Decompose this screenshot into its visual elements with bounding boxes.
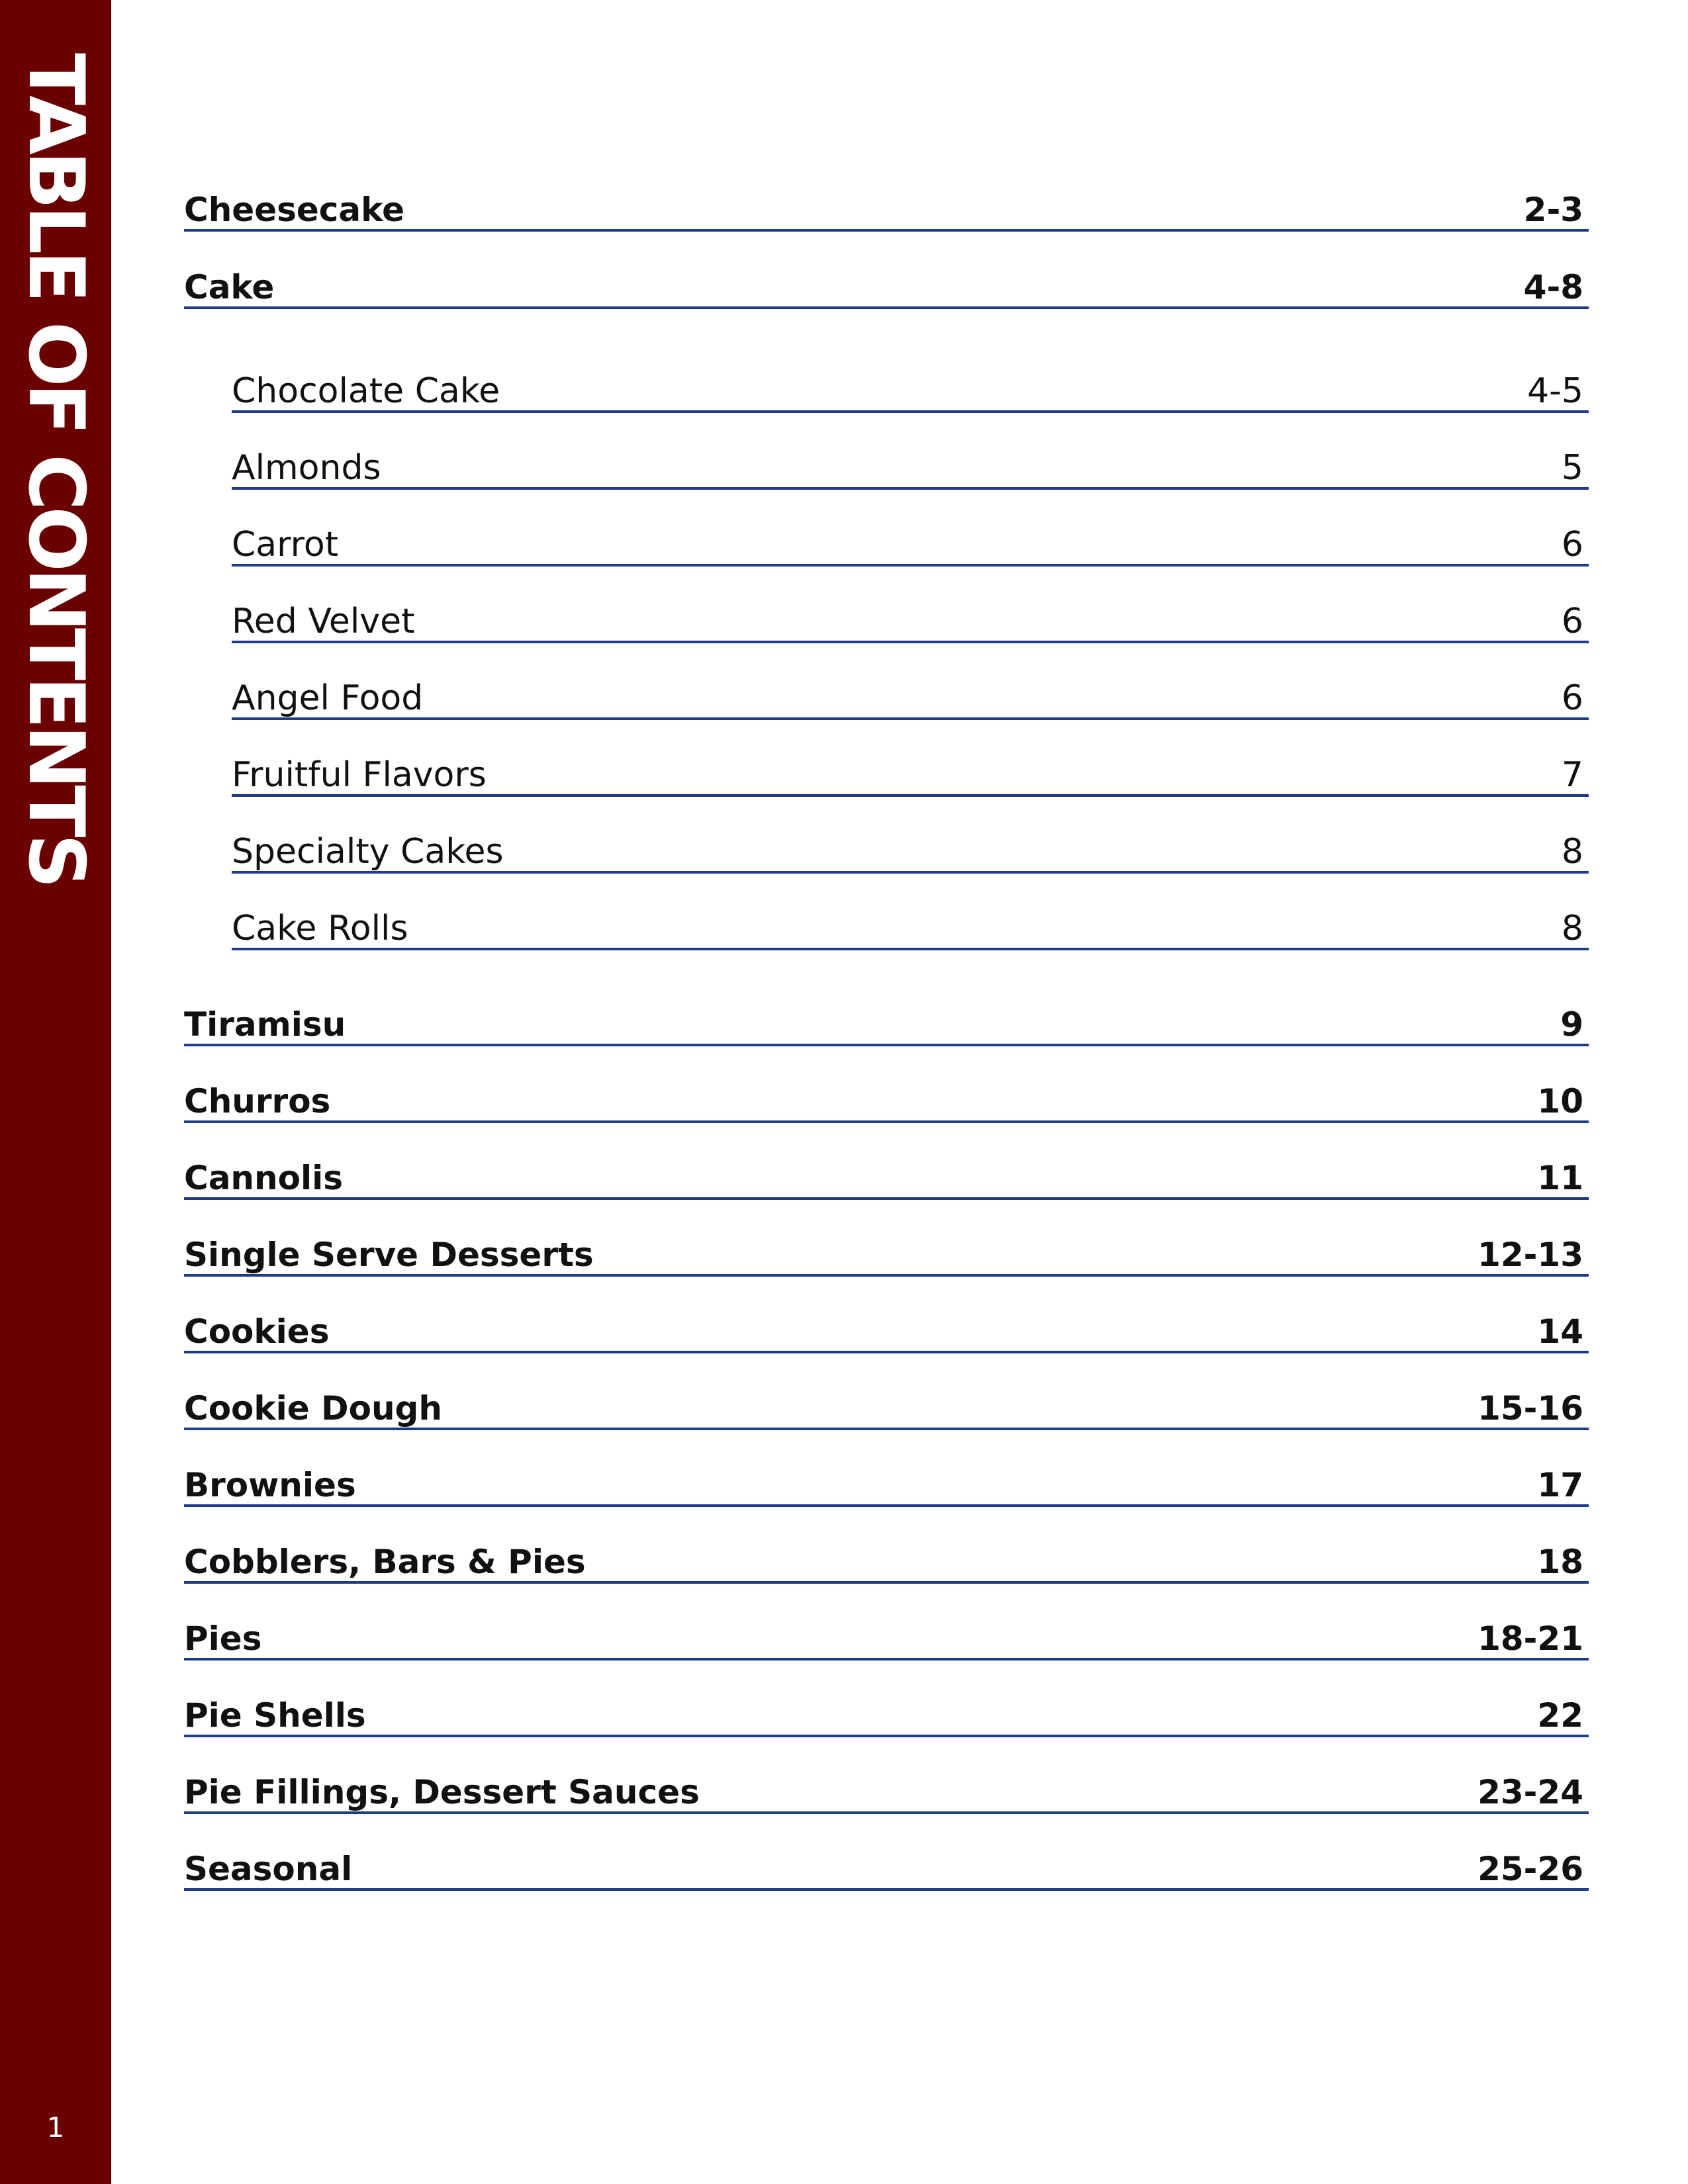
toc-entry-pages: 11 — [1537, 1159, 1583, 1197]
toc-subentry-almonds[interactable] — [232, 447, 1589, 490]
toc-subentry-chocolate-cake[interactable] — [232, 371, 1589, 413]
toc-entry-tiramisu[interactable] — [184, 1004, 1589, 1046]
page-number: 1 — [46, 2111, 65, 2144]
toc-entry-pages: 10 — [1537, 1082, 1583, 1120]
toc-subentry-cake-rolls[interactable] — [232, 908, 1589, 950]
toc-entry-cheesecake[interactable] — [184, 189, 1589, 232]
toc-entry-pages: 14 — [1537, 1312, 1583, 1351]
toc-entry-label: Cannolis — [184, 1159, 344, 1197]
toc-entry-cobblers-bars-pies[interactable] — [184, 1541, 1589, 1584]
toc-subentry-carrot[interactable] — [232, 524, 1589, 567]
toc-entry-pages: 6 — [1561, 678, 1583, 718]
toc-entry-pages: 8 — [1561, 832, 1583, 872]
toc-entry-brownies[interactable] — [184, 1465, 1589, 1507]
toc-entry-label: Churros — [184, 1082, 331, 1120]
toc-entry-label: Angel Food — [232, 678, 424, 718]
toc-entry-label: Fruitful Flavors — [232, 755, 487, 795]
toc-entry-pages: 12-13 — [1477, 1236, 1583, 1274]
toc-entry-pages: 5 — [1561, 448, 1583, 488]
toc-entry-label: Specialty Cakes — [232, 832, 504, 872]
toc-entry-label: Cheesecake — [184, 191, 404, 229]
toc-entry-pages: 25-26 — [1477, 1850, 1583, 1888]
toc-entry-cookies[interactable] — [184, 1311, 1589, 1353]
toc-entry-pages: 22 — [1537, 1696, 1583, 1735]
toc-entry-label: Seasonal — [184, 1850, 353, 1888]
toc-entry-label: Single Serve Desserts — [184, 1236, 594, 1274]
toc-entry-pies[interactable] — [184, 1618, 1589, 1661]
toc-entry-pages: 6 — [1561, 602, 1583, 641]
toc-entry-label: Pie Fillings, Dessert Sauces — [184, 1773, 700, 1811]
toc-entry-label: Cobblers, Bars & Pies — [184, 1543, 586, 1581]
toc-entry-cake[interactable] — [184, 267, 1589, 309]
sidebar — [0, 0, 111, 2184]
toc-entry-pie-fillings-dessert-sauces[interactable] — [184, 1772, 1589, 1814]
sidebar-title: TABLE OF CONTENTS — [11, 53, 101, 886]
toc-entry-cookie-dough[interactable] — [184, 1388, 1589, 1430]
toc-entry-label: Cookie Dough — [184, 1389, 442, 1428]
toc-entry-label: Chocolate Cake — [232, 371, 500, 411]
toc-entry-pages: 8 — [1561, 909, 1583, 948]
toc-subentry-red-velvet[interactable] — [232, 601, 1589, 643]
toc-entry-label: Pies — [184, 1619, 262, 1658]
toc-entry-pages: 18-21 — [1477, 1619, 1583, 1658]
toc-entry-pages: 17 — [1537, 1466, 1583, 1504]
toc-entry-pages: 23-24 — [1477, 1773, 1583, 1811]
toc-subentry-angel-food[interactable] — [232, 678, 1589, 720]
toc-entry-churros[interactable] — [184, 1081, 1589, 1123]
toc-entry-pages: 9 — [1560, 1005, 1583, 1044]
toc-subentry-fruitful-flavors[interactable] — [232, 754, 1589, 797]
toc-entry-label: Carrot — [232, 525, 339, 565]
toc-entry-label: Tiramisu — [184, 1005, 346, 1044]
toc-entry-seasonal[interactable] — [184, 1848, 1589, 1891]
toc-entry-label: Red Velvet — [232, 602, 415, 641]
toc-entry-pages: 7 — [1561, 755, 1583, 795]
toc-entry-label: Cake — [184, 268, 275, 306]
toc-entry-single-serve-desserts[interactable] — [184, 1234, 1589, 1277]
toc-entry-pages: 6 — [1561, 525, 1583, 565]
toc-subentry-specialty-cakes[interactable] — [232, 831, 1589, 874]
toc-entry-pages: 15-16 — [1477, 1389, 1583, 1428]
toc-entry-label: Brownies — [184, 1466, 356, 1504]
toc-entry-label: Almonds — [232, 448, 381, 488]
toc-entry-label: Cake Rolls — [232, 909, 408, 948]
toc-entry-cannolis[interactable] — [184, 1158, 1589, 1200]
toc-entry-pages: 18 — [1537, 1543, 1583, 1581]
toc-entry-pages: 4-5 — [1527, 371, 1583, 411]
toc-entry-pie-shells[interactable] — [184, 1695, 1589, 1737]
toc-entry-pages: 4-8 — [1523, 268, 1583, 306]
toc-entry-label: Cookies — [184, 1312, 330, 1351]
toc-entry-pages: 2-3 — [1523, 191, 1583, 229]
toc-entry-label: Pie Shells — [184, 1696, 366, 1735]
